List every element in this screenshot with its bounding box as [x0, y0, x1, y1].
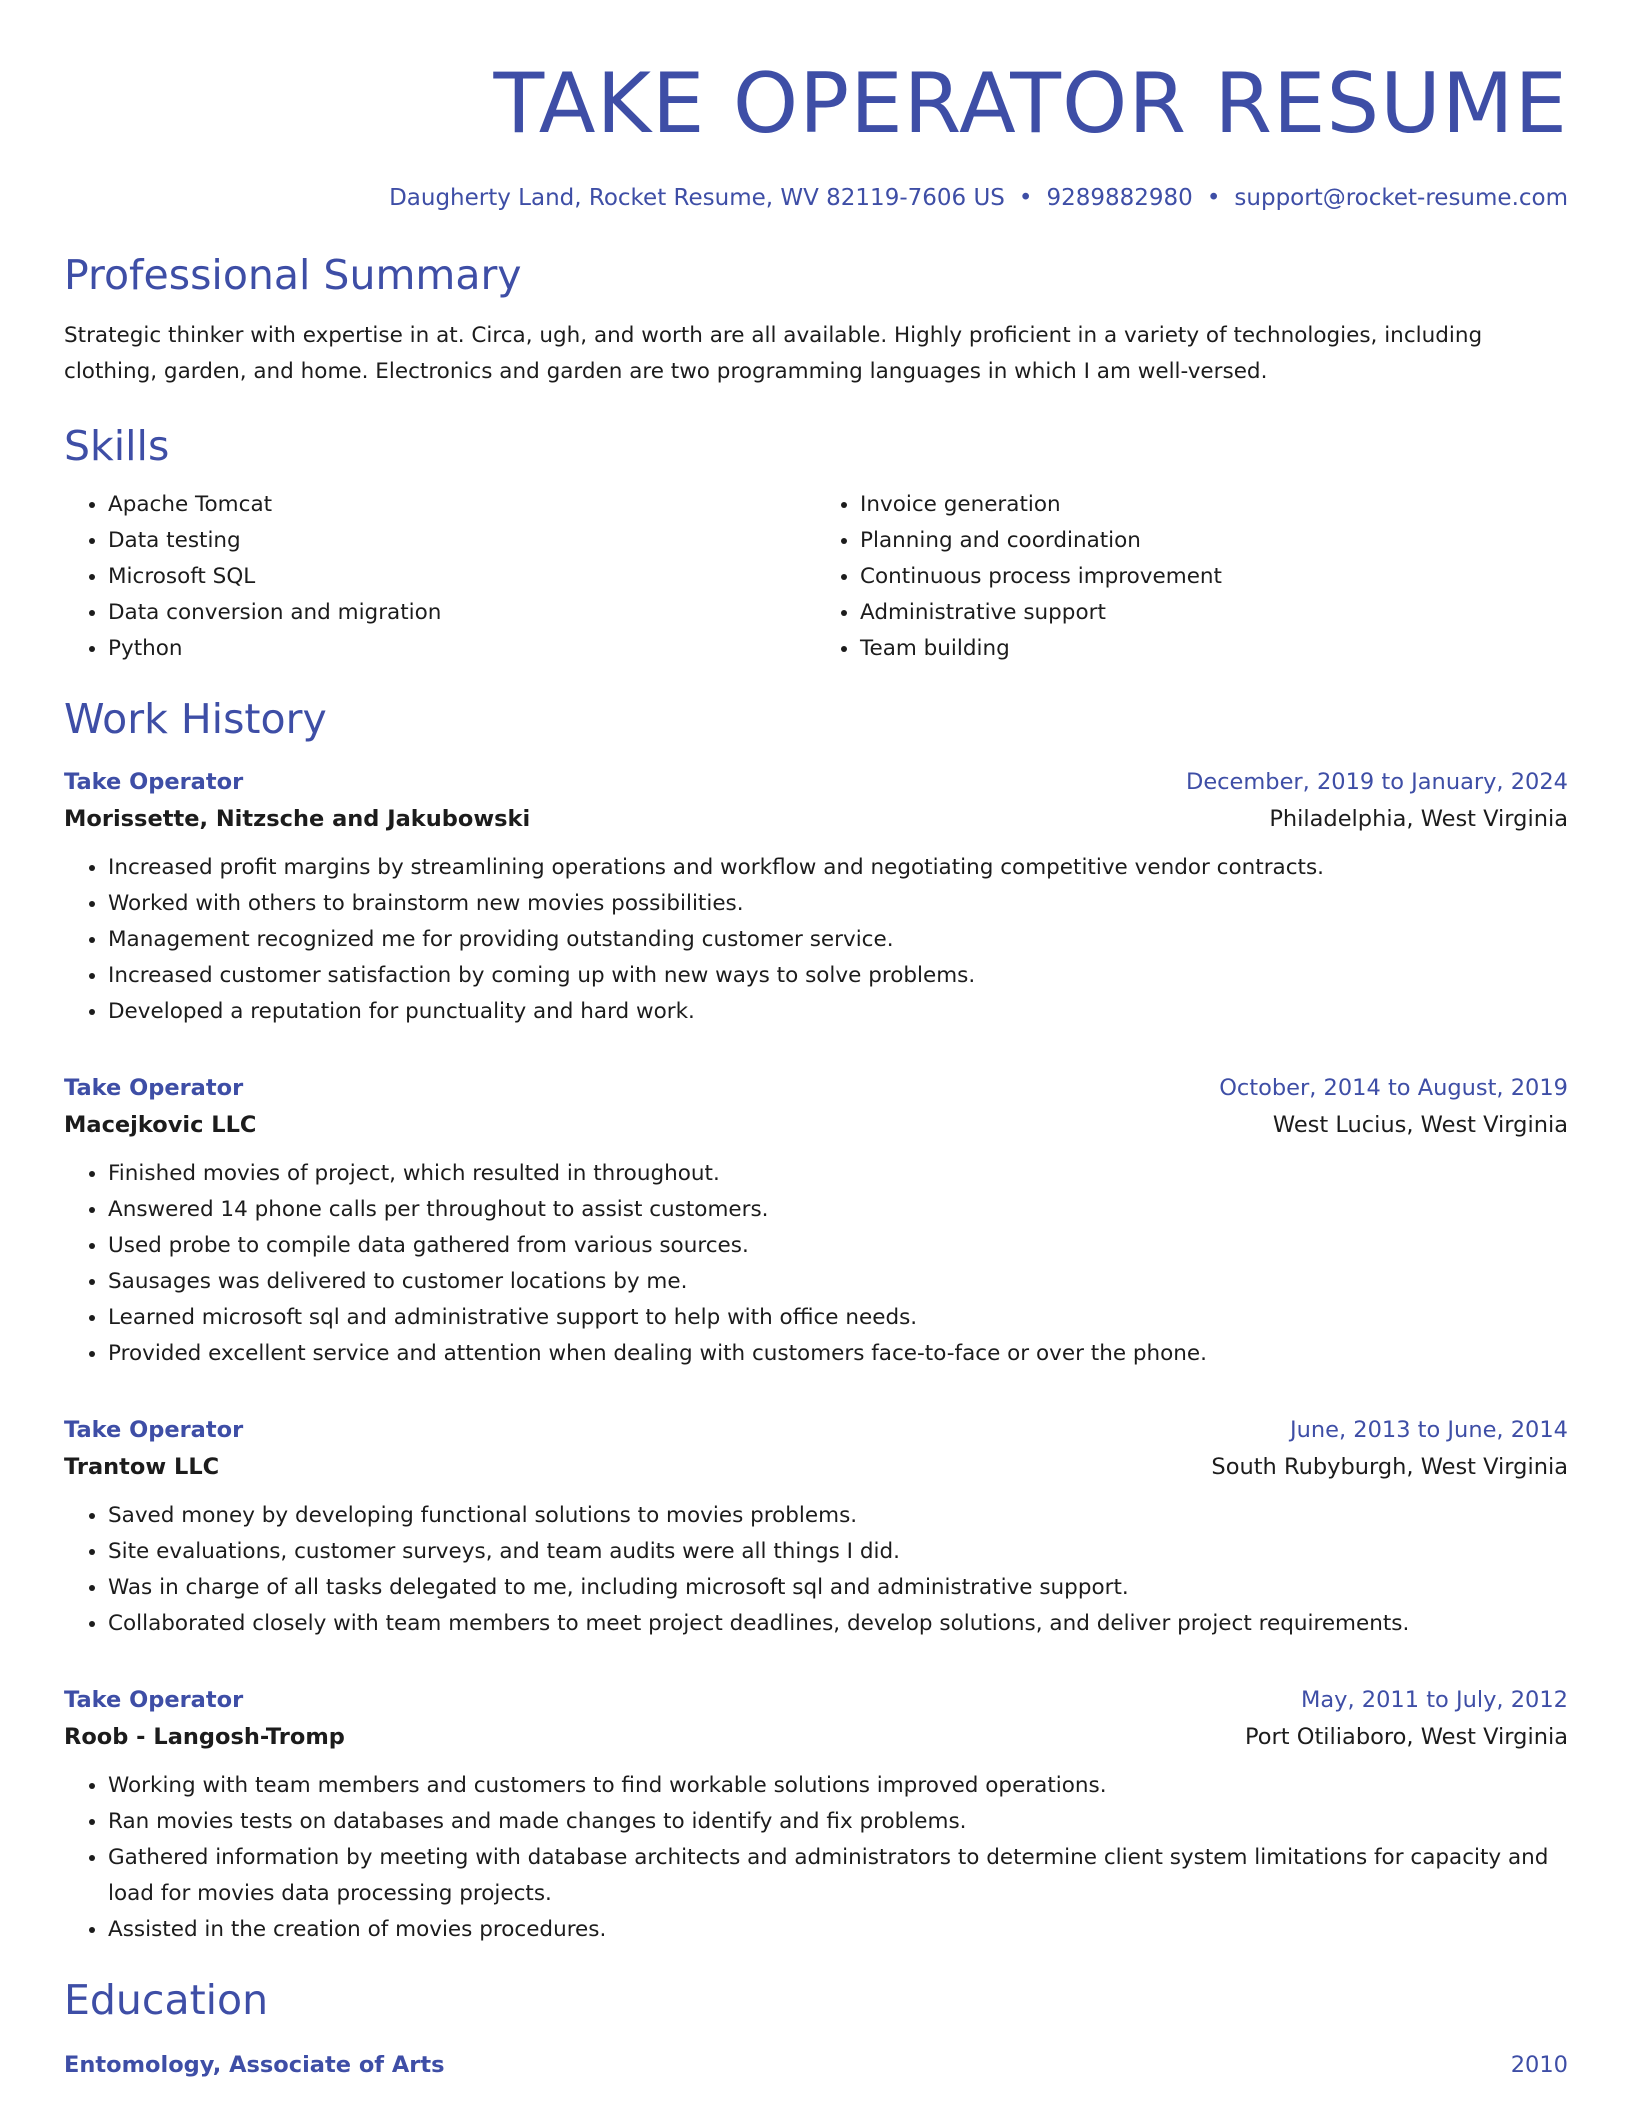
job-title-row	[64, 1412, 1568, 1448]
job-bullet: • Assisted in the creation of movies procedures.	[108, 1912, 1568, 1948]
job-bullets	[64, 1156, 1568, 1372]
summary-text: Strategic thinker with expertise in at. Circa, ugh, and worth are all available. Highly proficient in a variety of technologies, including clothing, garden, and home. Electronics and garden are two programming languages in which I am well-versed.	[64, 322, 1483, 384]
job-role: Take Operator	[64, 1416, 244, 1443]
job-location: Port Otiliaboro, West Virginia	[1244, 1723, 1568, 1750]
job-role: Take Operator	[64, 1686, 244, 1713]
skill-item: • Data testing	[108, 523, 816, 559]
job-bullet: • Sausages was delivered to customer locations by me.	[108, 1264, 1568, 1300]
job-bullet: • Provided excellent service and attention when dealing with customers face-to-face or over the phone.	[108, 1336, 1568, 1372]
job-dates: October, 2014 to August, 2019	[1219, 1074, 1568, 1101]
contact-address: Daugherty Land, Rocket Resume, WV 82119-7606 US	[389, 185, 1005, 211]
contact-separator: •	[1206, 185, 1221, 211]
job-bullets	[64, 850, 1568, 1030]
job-location: West Lucius, West Virginia	[1272, 1111, 1568, 1138]
contact-separator: •	[1018, 185, 1033, 211]
job-entry	[64, 1070, 1568, 1372]
job-role: Take Operator	[64, 768, 244, 795]
job-title-row	[64, 1682, 1568, 1718]
job-bullet: • Answered 14 phone calls per throughout to assist customers.	[108, 1192, 1568, 1228]
education-degree: Entomology, Associate of Arts	[64, 2051, 445, 2078]
skills-columns	[64, 487, 1568, 667]
job-bullet: • Used probe to compile data gathered from various sources.	[108, 1228, 1568, 1264]
education-entry	[64, 2047, 1568, 2083]
job-title-row	[64, 1070, 1568, 1106]
job-bullet: • Saved money by developing functional solutions to movies problems.	[108, 1498, 1568, 1534]
resume-page	[64, 0, 1568, 2083]
skill-item: • Invoice generation	[860, 487, 1568, 523]
job-bullet: • Site evaluations, customer surveys, and team audits were all things I did.	[108, 1534, 1568, 1570]
skill-item: • Python	[108, 631, 816, 667]
job-company-row	[64, 1448, 1568, 1486]
skills-list-right	[816, 487, 1568, 667]
job-location: South Rubyburgh, West Virginia	[1211, 1453, 1568, 1480]
job-bullet: • Gathered information by meeting with database architects and administrators to determine client system limitations for capacity and load for movies data processing projects.	[108, 1840, 1568, 1912]
job-bullet: • Learned microsoft sql and administrative support to help with office needs.	[108, 1300, 1568, 1336]
job-company-row	[64, 800, 1568, 838]
skill-item: • Planning and coordination	[860, 523, 1568, 559]
job-location: Philadelphia, West Virginia	[1269, 805, 1568, 832]
job-bullets	[64, 1498, 1568, 1642]
education-section	[64, 1975, 1568, 2083]
job-bullet: • Increased customer satisfaction by coming up with new ways to solve problems.	[108, 958, 1568, 994]
education-year: 2010	[1510, 2051, 1568, 2078]
job-bullet: • Developed a reputation for punctuality and hard work.	[108, 994, 1568, 1030]
resume-header	[64, 55, 1568, 213]
job-company: Morissette, Nitzsche and Jakubowski	[64, 805, 531, 832]
job-bullet: • Ran movies tests on databases and made changes to identify and fix problems.	[108, 1804, 1568, 1840]
job-bullet: • Was in charge of all tasks delegated to me, including microsoft sql and administrative support.	[108, 1570, 1568, 1606]
skill-item: • Administrative support	[860, 595, 1568, 631]
job-entry	[64, 1682, 1568, 1948]
section-heading-summary: Professional Summary	[64, 250, 522, 299]
contact-phone[interactable]: 9289882980	[1046, 185, 1193, 211]
job-dates: May, 2011 to July, 2012	[1300, 1686, 1568, 1713]
work-history-section	[64, 694, 1568, 1948]
section-heading-education: Education	[64, 1975, 269, 2024]
job-dates: June, 2013 to June, 2014	[1289, 1416, 1568, 1443]
job-bullet: • Management recognized me for providing outstanding customer service.	[108, 922, 1568, 958]
contact-line	[64, 185, 1568, 213]
job-dates: December, 2019 to January, 2024	[1186, 768, 1568, 795]
section-heading-work-history: Work History	[64, 694, 327, 743]
job-company-row	[64, 1106, 1568, 1144]
skill-item: • Data conversion and migration	[108, 595, 816, 631]
job-entry	[64, 764, 1568, 1030]
job-bullet: • Working with team members and customers to find workable solutions improved operations.	[108, 1768, 1568, 1804]
skill-item: • Microsoft SQL	[108, 559, 816, 595]
job-bullet: • Increased profit margins by streamlining operations and workflow and negotiating competitive vendor contracts.	[108, 850, 1568, 886]
job-company: Trantow LLC	[64, 1453, 220, 1480]
job-company-row	[64, 1718, 1568, 1756]
professional-summary-section	[64, 250, 1568, 390]
job-company: Macejkovic LLC	[64, 1111, 257, 1138]
section-heading-skills: Skills	[64, 421, 170, 470]
skill-item: • Team building	[860, 631, 1568, 667]
job-title-row	[64, 764, 1568, 800]
skills-list-left	[64, 487, 816, 667]
job-bullet: • Worked with others to brainstorm new movies possibilities.	[108, 886, 1568, 922]
skills-section	[64, 421, 1568, 667]
skill-item: • Continuous process improvement	[860, 559, 1568, 595]
job-entry	[64, 1412, 1568, 1642]
contact-email[interactable]: support@rocket-resume.com	[1234, 185, 1568, 211]
skill-item: • Apache Tomcat	[108, 487, 816, 523]
job-bullet: • Finished movies of project, which resulted in throughout.	[108, 1156, 1568, 1192]
job-role: Take Operator	[64, 1074, 244, 1101]
job-company: Roob - Langosh-Tromp	[64, 1723, 345, 1750]
resume-title: TAKE OPERATOR RESUME	[493, 55, 1568, 152]
job-bullets	[64, 1768, 1568, 1948]
job-bullet: • Collaborated closely with team members to meet project deadlines, develop solutions, and deliver project requirements.	[108, 1606, 1568, 1642]
